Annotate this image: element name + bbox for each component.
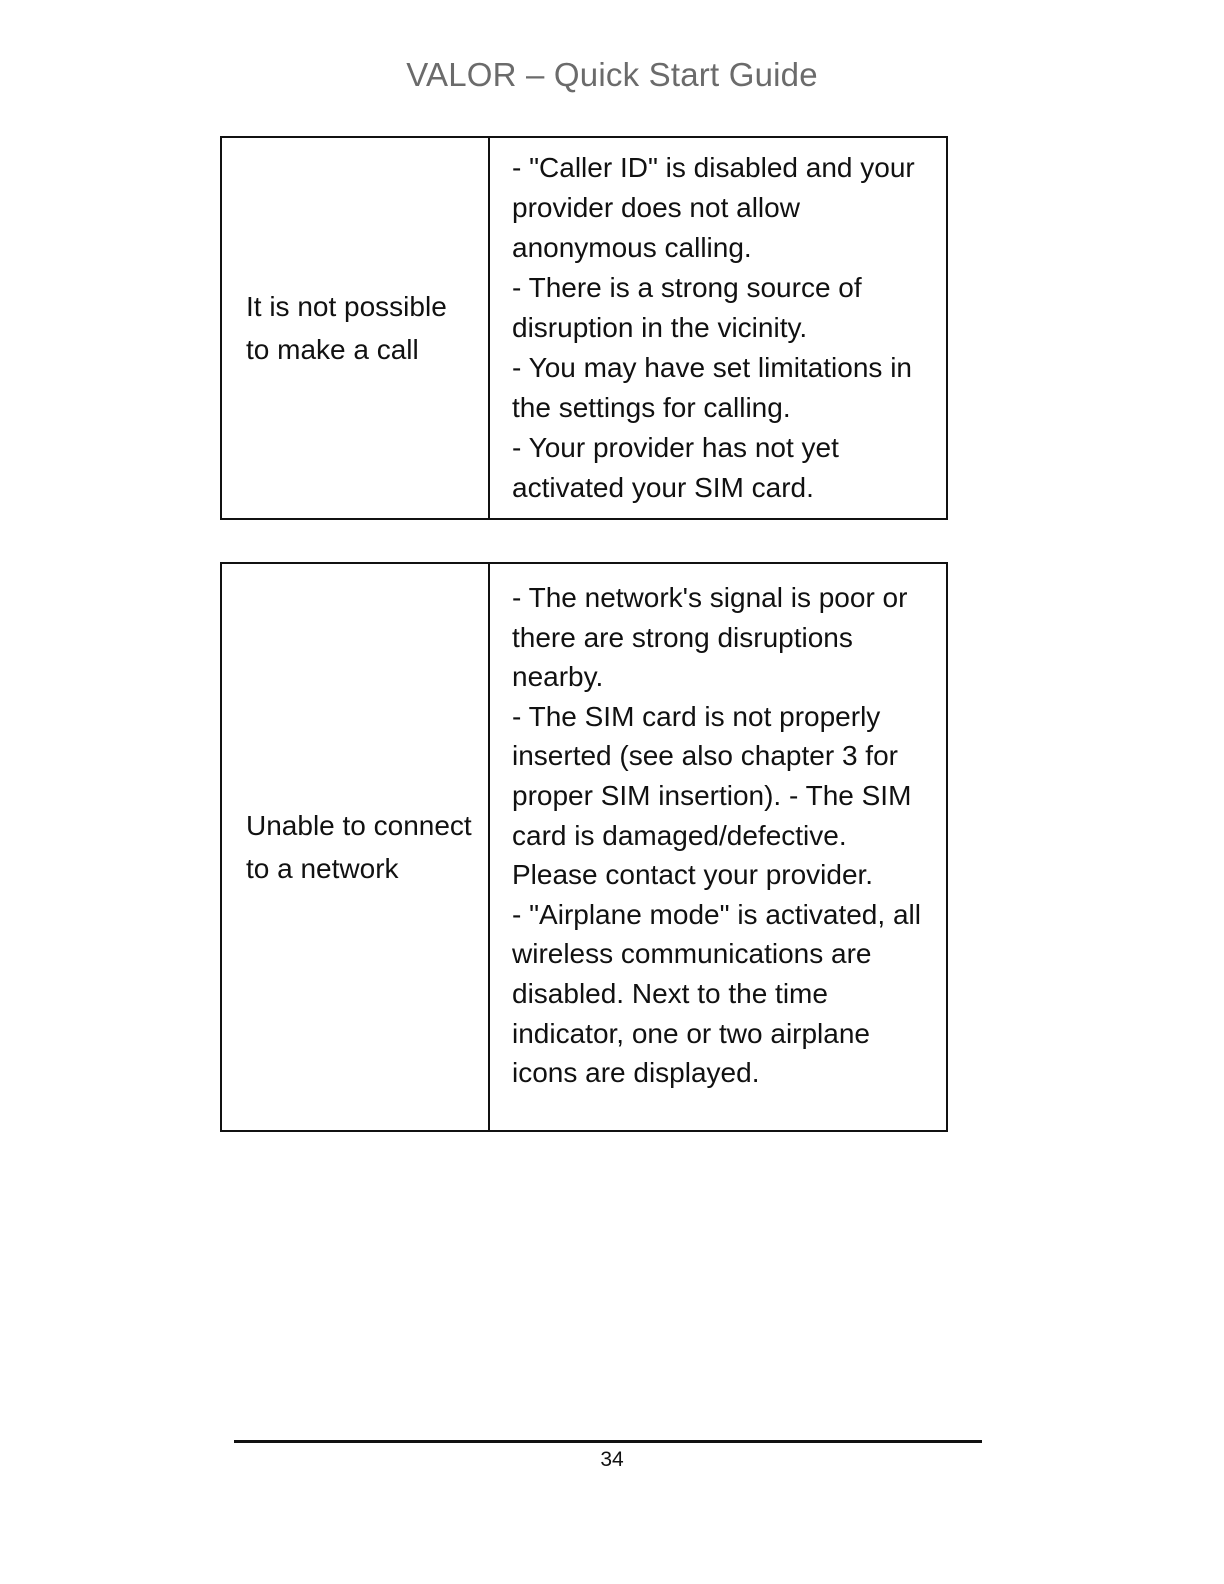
- causes-cell: [490, 138, 946, 518]
- cause-item: - You may have set limitations in the settings for calling.: [512, 352, 912, 423]
- cause-item: - The SIM card is not properly inserted (see also chapter 3 for proper SIM insertion). - The SIM card is damaged/defective. Please contact your provider.: [512, 700, 912, 891]
- cause-item: - The network's signal is poor or there are strong disruptions nearby.: [512, 582, 908, 693]
- problem-cell: [222, 138, 490, 518]
- causes-cell: [490, 564, 946, 1130]
- page-header-title: VALOR – Quick Start Guide: [406, 56, 818, 93]
- cause-item: - Your provider has not yet activated your SIM card.: [512, 432, 839, 503]
- troubleshooting-table-call: [220, 136, 948, 520]
- page-number: 34: [600, 1448, 624, 1471]
- cause-item: - There is a strong source of disruption in the vicinity.: [512, 272, 862, 343]
- cause-item: - "Caller ID" is disabled and your provider does not allow anonymous calling.: [512, 152, 915, 263]
- troubleshooting-table-network: [220, 562, 948, 1132]
- footer-divider: [234, 1440, 982, 1443]
- problem-text: Unable to connect to a network: [246, 810, 472, 884]
- cause-item: - "Airplane mode" is activated, all wireless communications are disabled. Next to the time indicator, one or two airplane icons are displayed.: [512, 898, 921, 1089]
- problem-text: It is not possible to make a call: [246, 291, 447, 365]
- problem-cell: [222, 564, 490, 1130]
